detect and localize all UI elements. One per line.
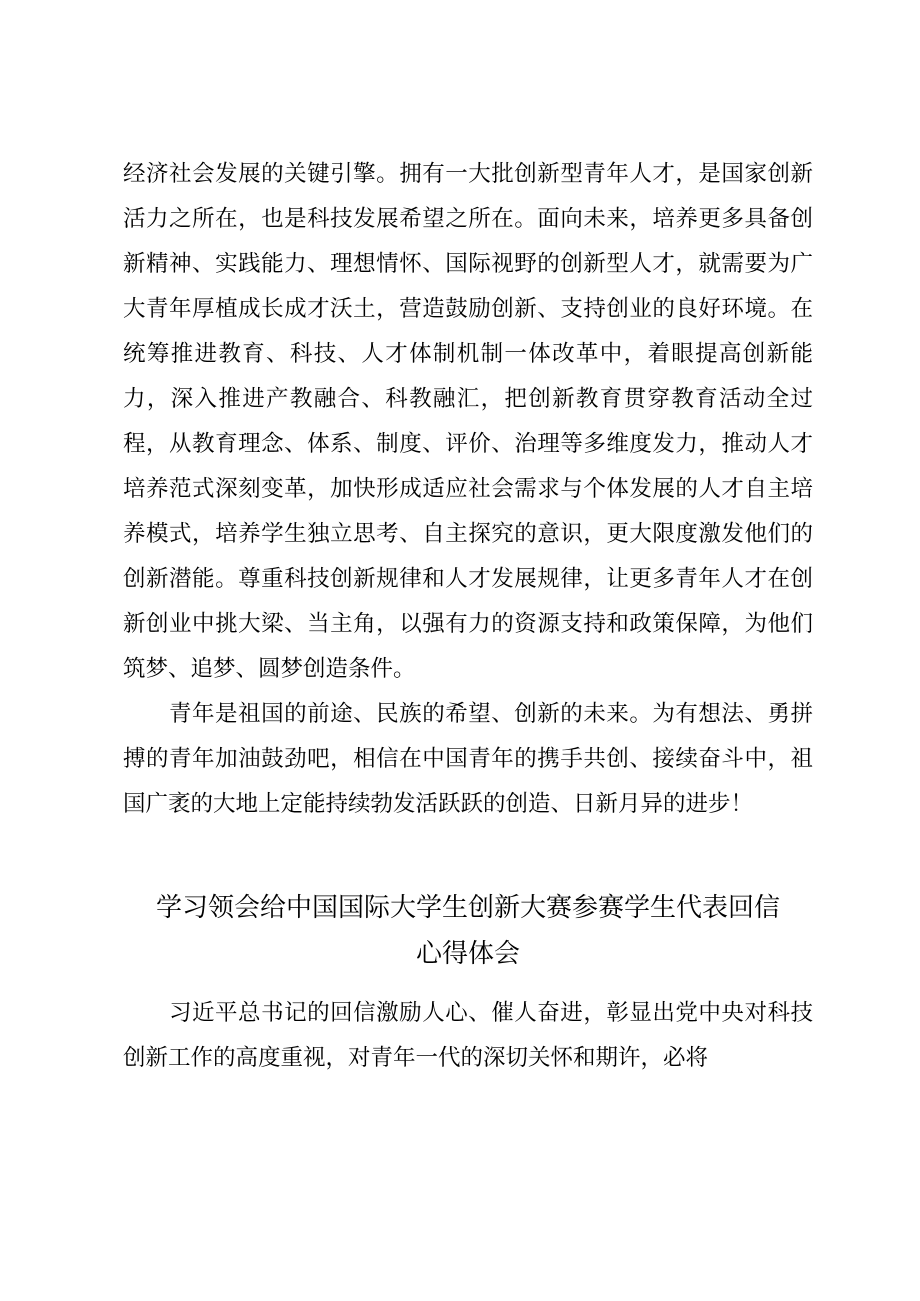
body-paragraph-2: 青年是祖国的前途、民族的希望、创新的未来。为有想法、勇拼搏的青年加油鼓劲吧，相信在中国青年的携手共创、接续奋斗中，祖国广袤的大地上定能持续勃发活跃跃的创造、日新月异的进步！	[123, 701, 813, 817]
body-paragraph-3: 习近平总书记的回信激励人心、催人奋进，彰显出党中央对科技创新工作的高度重视，对青年一代的深切关怀和期许，必将	[123, 1000, 813, 1071]
section-title	[123, 885, 813, 977]
section-title-line-1: 学习领会给中国国际大学生创新大赛参赛学生代表回信	[155, 893, 780, 923]
section-title-line-2: 心得体会	[415, 939, 520, 969]
body-paragraph-1: 经济社会发展的关键引擎。拥有一大批创新型青年人才，是国家创新活力之所在，也是科技发展希望之所在。面向未来，培养更多具备创新精神、实践能力、理想情怀、国际视野的创新型人才，就需要为广大青年厚植成长成才沃土，营造鼓励创新、支持创业的良好环境。在统筹推进教育、科技、人才体制机制一体改革中，着眼提高创新能力，深入推进产教融合、科教融汇，把创新教育贯穿教育活动全过程，从教育理念、体系、制度、评价、治理等多维度发力，推动人才培养范式深刻变革，加快形成适应社会需求与个体发展的人才自主培养模式，培养学生独立思考、自主探究的意识，更大限度激发他们的创新潜能。尊重科技创新规律和人才发展规律，让更多青年人才在创新创业中挑大梁、当主角，以强有力的资源支持和政策保障，为他们筑梦、追梦、圆梦创造条件。	[123, 161, 813, 682]
document-page	[123, 152, 813, 1081]
